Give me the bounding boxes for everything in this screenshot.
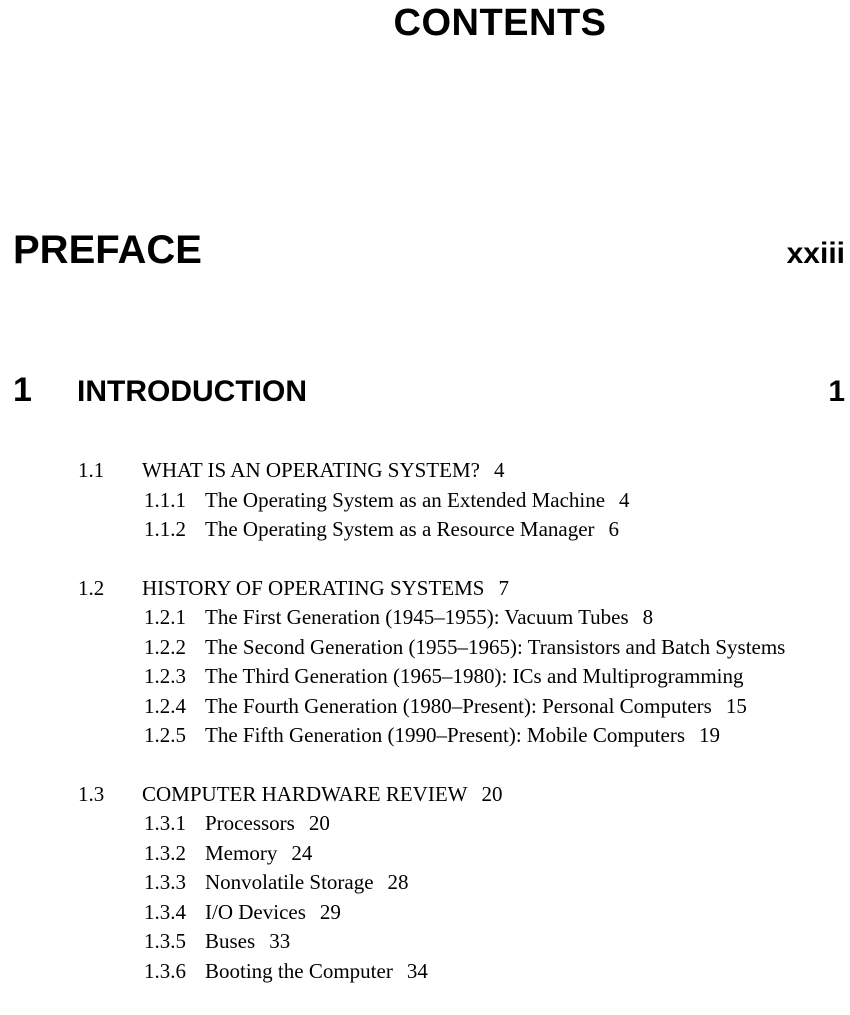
chapter-number: 1 <box>13 371 32 409</box>
subsection-page-number: 28 <box>387 870 409 894</box>
section-page-number: 20 <box>481 781 503 806</box>
section-heading <box>0 574 850 604</box>
subsection-number: 1.1.2 <box>144 517 186 541</box>
subsection-title: Booting the Computer <box>205 958 393 983</box>
section-page-number: 4 <box>493 458 505 482</box>
chapter-page-number: 1 <box>828 375 845 408</box>
subsection-entry <box>144 868 850 898</box>
subsection-number: 1.3.5 <box>144 929 186 953</box>
subsection-number: 1.2.1 <box>144 605 186 629</box>
subsection-page-number: 20 <box>308 811 330 835</box>
subsection-entry <box>144 662 850 692</box>
subsection-title: Buses <box>205 929 256 953</box>
subsection-entry <box>144 957 850 987</box>
subsection-page-number: 24 <box>291 840 313 865</box>
preface-entry <box>13 228 845 273</box>
subsection-title: The First Generation (1945–1955): Vacuum Tubes <box>205 605 629 629</box>
subsection-number: 1.3.3 <box>144 870 186 894</box>
subsection-page-number: 29 <box>319 899 341 924</box>
subsection-entry <box>144 692 850 722</box>
toc-section <box>0 456 850 545</box>
subsection-page-number: 15 <box>725 693 747 718</box>
subsection-title: The Fourth Generation (1980–Present): Personal Computers <box>205 693 712 718</box>
section-number: 1.1 <box>78 458 105 482</box>
subsection-page-number: 19 <box>699 723 720 747</box>
preface-title: PREFACE <box>13 228 202 272</box>
section-title <box>142 574 509 604</box>
subsection-title: Processors <box>205 811 295 835</box>
subsection-entry <box>144 486 850 516</box>
subsection-number: 1.2.5 <box>144 723 186 747</box>
subsection-entry <box>144 633 850 663</box>
subsection-title: Nonvolatile Storage <box>205 870 374 894</box>
subsection-page-number: 33 <box>269 929 291 953</box>
toc-section <box>0 574 850 751</box>
section-number: 1.3 <box>78 781 105 806</box>
subsection-entry <box>144 898 850 928</box>
subsection-page-number: 6 <box>608 517 620 541</box>
page-title: CONTENTS <box>393 2 607 44</box>
subsection-number: 1.1.1 <box>144 487 186 512</box>
subsection-title: The Second Generation (1955–1965): Transistors and Batch Systems <box>205 634 786 659</box>
preface-page-number: xxiii <box>786 237 845 270</box>
subsection-title: The Third Generation (1965–1980): ICs and Multiprogramming <box>205 664 744 688</box>
subsection-title: The Operating System as an Extended Machine <box>205 487 606 512</box>
subsection-title: The Fifth Generation (1990–Present): Mobile Computers <box>205 723 685 747</box>
section-heading <box>0 780 850 810</box>
toc-sections <box>0 456 850 1015</box>
subsection-page-number: 4 <box>619 487 630 512</box>
subsection-title: Memory <box>205 840 278 865</box>
chapter-entry <box>13 371 845 410</box>
section-title-text: HISTORY OF OPERATING SYSTEMS <box>142 575 485 600</box>
section-title <box>142 456 504 486</box>
subsection-number: 1.3.4 <box>144 899 186 924</box>
subsection-title: The Operating System as a Resource Manager <box>205 517 595 541</box>
section-number: 1.2 <box>78 575 105 600</box>
subsection-entry <box>144 603 850 633</box>
subsection-number: 1.2.3 <box>144 664 186 688</box>
subsection-number: 1.2.2 <box>144 634 186 659</box>
subsection-number: 1.3.1 <box>144 811 186 835</box>
subsection-entry <box>144 721 850 751</box>
subsection-entry <box>144 809 850 839</box>
subsection-number: 1.3.6 <box>144 958 186 983</box>
chapter-title: INTRODUCTION <box>77 375 307 408</box>
subsection-page-number: 34 <box>406 958 428 983</box>
subsection-number: 1.2.4 <box>144 693 186 718</box>
section-page-number: 7 <box>498 575 509 600</box>
section-title <box>142 780 503 810</box>
toc-section <box>0 780 850 987</box>
subsection-entry <box>144 927 850 957</box>
section-title-text: WHAT IS AN OPERATING SYSTEM? <box>142 458 480 482</box>
section-title-text: COMPUTER HARDWARE REVIEW <box>142 781 468 806</box>
section-heading <box>0 456 850 486</box>
subsection-title: I/O Devices <box>205 899 306 924</box>
subsection-number: 1.3.2 <box>144 840 186 865</box>
subsection-entry <box>144 839 850 869</box>
subsection-page-number: 8 <box>642 605 654 629</box>
subsection-entry <box>144 515 850 545</box>
